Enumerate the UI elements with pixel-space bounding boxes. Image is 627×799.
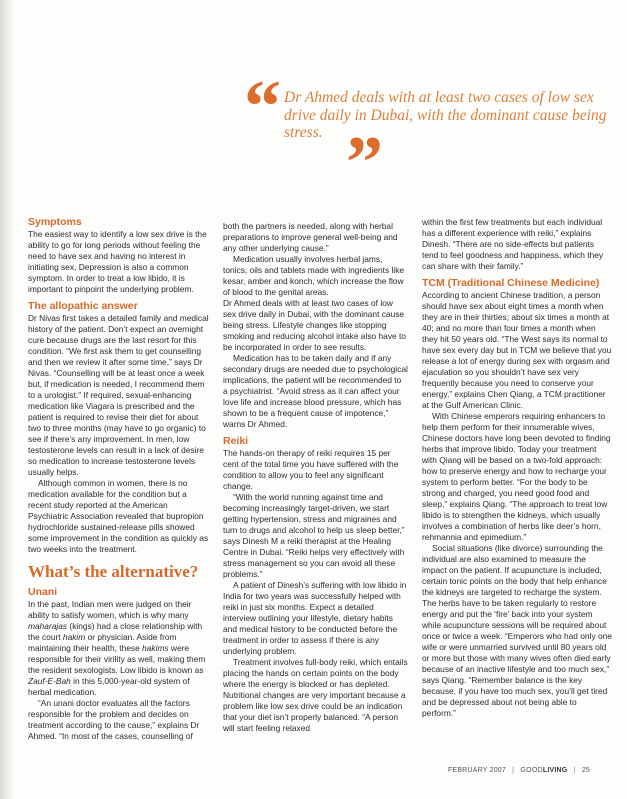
reiki-paragraph-3: A patient of Dinesh’s suffering with low libido in India for two years was successfully helped with reiki in just six months. Expect a detailed interview outlining your lifestyle, dietary habits and medical history to be conducted before the treatment in order to assess if there is any underlying problem. [223,580,407,656]
heading-alternative: What’s the alternative? [28,562,199,581]
middle-paragraph-4: Medication has to be taken daily and if any secondary drugs are needed due to psychological implications, the patient will be recommended to a psychiatrist. “Avoid stress as it can affect your love life and increase blood pressure, which has shown to be a frequent cause of impotence,” warns Dr Ahmed. [223,353,408,429]
unani-text-a: In the past, Indian men were judged on their ability to satisfy women, which is why many [28,599,192,620]
term-maharajas: maharajas [28,621,68,631]
pull-quote [242,66,622,204]
tcm-paragraph-2: With Chinese emperors requiring enhancers to help them perform for their innumerable wives, Chinese doctors have long been devoted to finding herbs that improve libido. Today your treatment with Qiang will be based on a two-fold approach: how to preserve energy and how to recharge your system to perform better. “For the body to be strong and charged, you need good food and sleep,” explains Qiang. “The approach to treat low libido is to strengthen the kidneys, which usually involves a combination of herbs like deer’s horn, rehmannia and epimedium.” [422,411,611,542]
middle-paragraph-2: Medication usually involves herbal jams, tonics, oils and tablets made with ingredients like kesar, amber and konch, which increase the flow of blood to the genital areas. [223,254,405,297]
heading-tcm: TCM (Traditional Chinese Medicine) [422,277,600,289]
allopathic-paragraph-2: Although common in women, there is no medication available for the condition but a recent study reported at the American Psychiatric Association revealed that bupropion hydrochloride sustained-release pills showed some improvement in the condition as quickly as two weeks into the treatment. [28,478,209,554]
unani-text-b: (kings) had a close relationship with the court [28,621,203,642]
heading-reiki: Reiki [223,435,249,447]
footer-brand-good: GOOD [520,767,543,774]
footer-page-number: 25 [581,767,590,774]
page-footer [448,767,590,774]
footer-divider: | [512,767,515,774]
right-paragraph-1: within the first few treatments but each individual has a different experience with reiki,” explains Dinesh. “There are no side-effects but patients tend to feel goodness and happiness, which they can share with their family.” [422,217,604,271]
reiki-paragraph-1: The hands-on therapy of reiki requires 15 per cent of the total time you have suffered with the condition to allow you to feel any significant change. [223,448,399,491]
heading-allopathic: The allopathic answer [28,300,138,312]
term-hakim: hakim [62,632,86,642]
unani-paragraph-1 [28,599,210,698]
heading-unani: Unani [28,586,58,598]
column-middle [223,221,408,734]
page-spine-shadow [0,0,16,799]
term-hakims: hakims [142,643,169,653]
footer-brand-living: LIVING [542,767,568,774]
pull-quote-open-mark: “ [244,66,281,148]
column-left [28,216,210,742]
reiki-paragraph-2: “With the world running against time and becoming increasingly target-driven, we start getting hypertension, stress and migraines and turn to drugs and alcohol to help us sleep better,” says Dinesh M a reiki therapist at the Healing Centre in Dubai. “Reiki helps very effectively with stress management so you can avoid all these problems.” [223,492,405,579]
reiki-paragraph-4: Treatment involves full-body reiki, which entails placing the hands on certain points on the body where the energy is blocked or has depleted. Nutritional changes are very important because a problem like low sex drive could be an indication that your diet isn’t properly balanced. “A person will start feeling relaxed [223,657,408,733]
allopathic-paragraph-1: Dr Nivas first takes a detailed family and medical history of the patient. Don’t expect an overnight cure because drugs are the last resort for this condition. “We first ask them to get counselling and then we review it after some time,” says Dr Nivas. “Counselling will be at least once a week but, if medication is needed, I recommend them to a urologist.” If required, sexual-enhancing medication like Viagara is prescribed and the patient is required to revise their diet for about two to three months (may have to go organic) to see if there’s any improvement. In men, low testosterone levels can result in a lack of desire so medication to increase testosterone levels usually helps. [28,313,209,477]
pull-quote-text: Dr Ahmed deals with at least two cases of low sex drive daily in Dubai, with the dominant cause being stress. [284,89,607,141]
footer-issue-date: FEBRUARY 2007 [448,767,506,774]
unani-paragraph-2: “An unani doctor evaluates all the factors responsible for the problem and decides on treatment according to the cause,” explains Dr Ahmed. “In most of the cases, counselling of [28,698,200,741]
heading-symptoms: Symptoms [28,216,82,228]
middle-paragraph-1: both the partners is needed, along with herbal preparations to improve general well-being and any other underlying cause.” [223,221,398,253]
footer-divider-2: | [573,767,576,774]
unani-text-e: in this 5,000-year-old system of herbal medication. [28,676,190,697]
tcm-paragraph-1: According to ancient Chinese tradition, a person should have sex about eight times a month when they are in their thirties; about six times a month at 40; and no more than four times a month when they hit 50 years old. “The West says its normal to have sex every day but in TCM we believe that you release a lot of energy during sex with orgasm and ejaculation so you shouldn’t have sex very frequently because you need to conserve your energy,” explains Chen Qiang, a TCM practitioner at the Gulf American Clinic. [422,290,612,410]
term-zauf-e-bah: Zauf-E-Bah [28,676,71,686]
column-right [422,217,612,719]
unani-text-c: or physician. Aside from maintaining their health, these [28,632,177,653]
middle-paragraph-3: Dr Ahmed deals with at least two cases of low sex drive daily in Dubai, with the dominant cause being stress. Lifestyle changes like stopping smoking and reducing alcohol intake also have to be incorporated in order to see results. [223,298,406,352]
tcm-paragraph-3: Social situations (like divorce) surrounding the individual are also examined to measure the impact on the patient. If acupuncture is included, certain tonic points on the body that help enhance the kidneys are targeted to recharge the system. The herbs have to be taken regularly to restore energy and put the ‘fire’ back into your system while acupuncture sessions will be required about once or twice a week. “Emperors who had only one wife or were unmarried survived until 80 years old or more but those with many wives often died early because of an inactive lifestyle and too much sex,” says Qiang. “Remember balance is the key because, if you have too much sex, you’ll get tired and be depressed about not being able to perform.” [422,543,612,718]
unani-text-d: were responsible for their virility as well, making them the resident sexologists. Low libido is known as [28,643,206,675]
symptoms-paragraph: The easiest way to identify a low sex drive is the ability to go for long periods without feeling the need to have sex and having no interest in initiating sex. Depression is also a common symptom. In order to treat a low libido, it is important to pinpoint the underlying problem. [28,229,207,294]
pull-quote-close-mark: ” [346,122,383,204]
